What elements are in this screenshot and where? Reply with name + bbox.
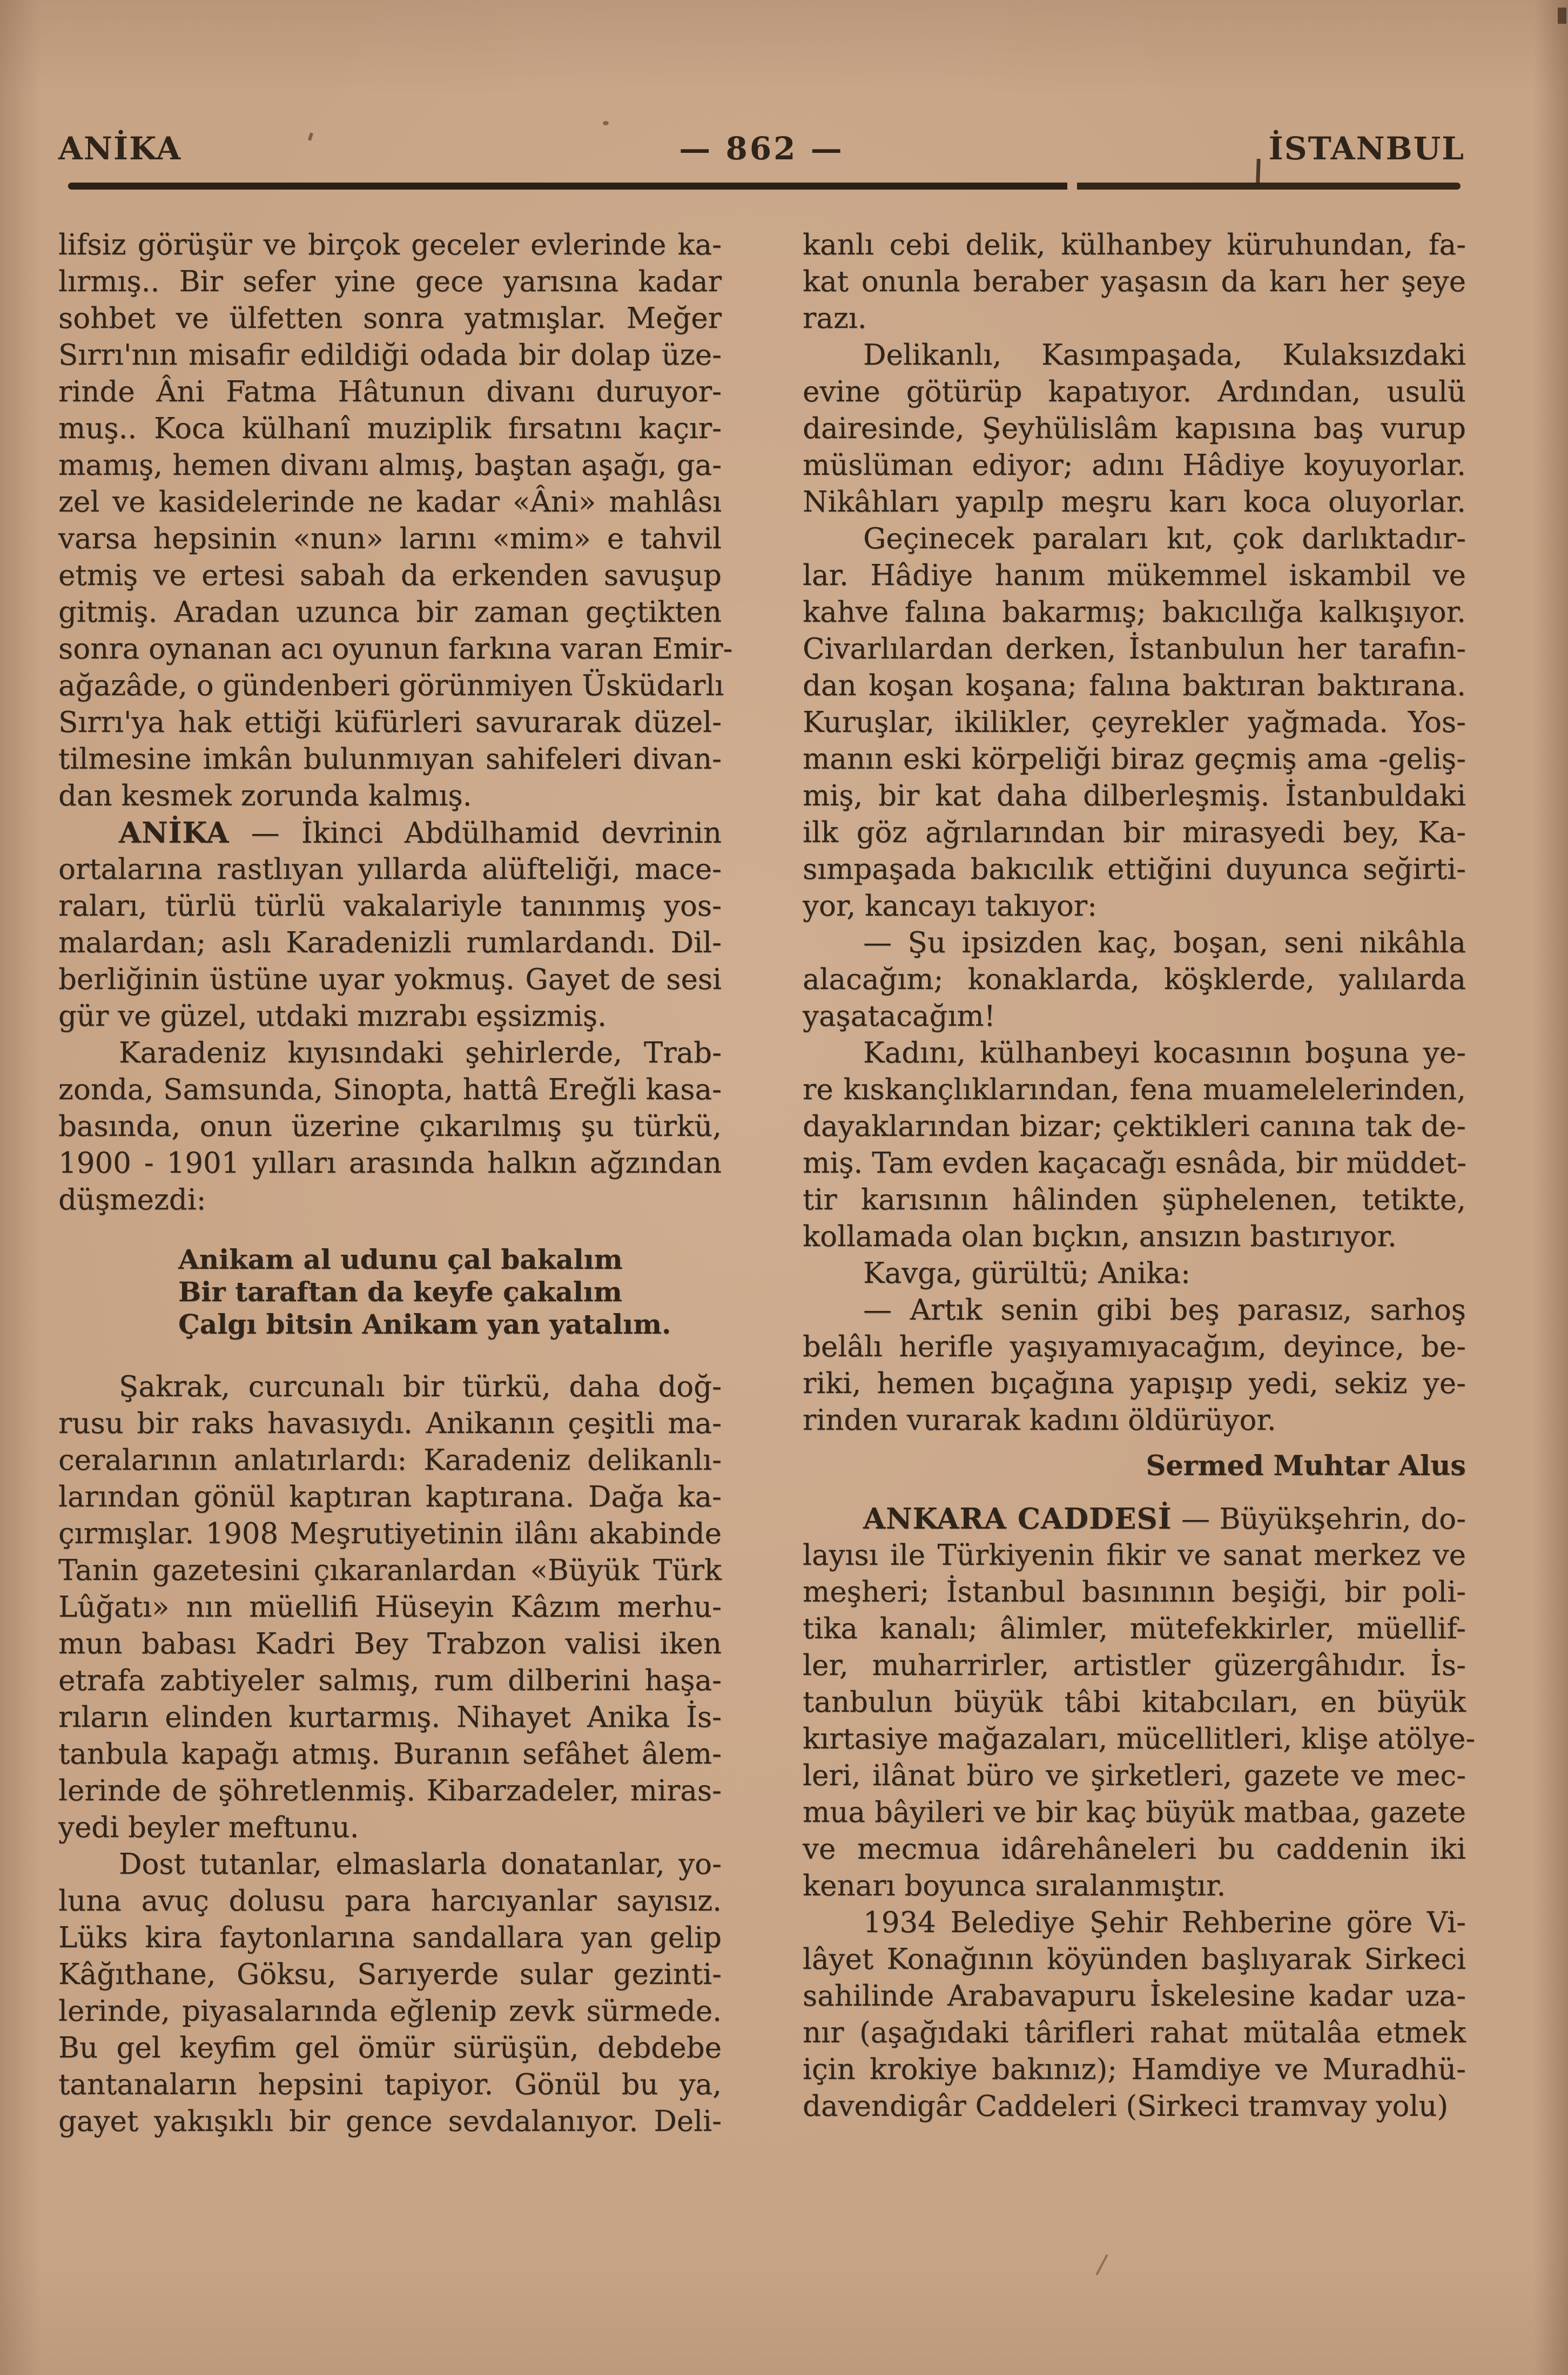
- text-line: kat onunla beraber yaşasın da karı her şeye: [803, 265, 1466, 298]
- text-line: Sırrı'ya hak ettiği küfürleri savurarak düzel-: [58, 706, 722, 739]
- entry-headword: ANKARA CADDESİ: [863, 1502, 1172, 1536]
- text-line: leri, ilânat büro ve şirketleri, gazete ve mec-: [803, 1759, 1466, 1792]
- text-line: rinde Âni Fatma Hâtunun divanı duruyor-: [58, 375, 722, 408]
- text-line: etrafa zabtiyeler salmış, rum dilberini haşa-: [58, 1664, 722, 1697]
- text-line: Şakrak, curcunalı bir türkü, daha doğ-: [119, 1370, 722, 1403]
- text-line: mua bâyileri ve bir kaç büyük matbaa, gazete: [803, 1796, 1466, 1829]
- verse-line: Anikam al udunu çal bakalım: [178, 1243, 623, 1275]
- text-line: razı.: [803, 302, 867, 335]
- text-line: Kadını, külhanbeyi kocasının boşuna ye-: [863, 1037, 1466, 1069]
- text-line: kırtasiye mağazaları, mücellitleri, klişe atölye-: [803, 1723, 1476, 1755]
- running-head-entry: ANİKA: [58, 130, 182, 167]
- scan-artifact: [603, 121, 609, 125]
- text-line: larından gönül kaptıran kaptırana. Dağa ka-: [58, 1481, 722, 1513]
- author-signature: Sermed Muhtar Alus: [1146, 1450, 1466, 1482]
- text-line: alacağım; konaklarda, köşklerde, yalılarda: [803, 963, 1466, 996]
- text-line: Kavga, gürültü; Anika:: [863, 1257, 1190, 1290]
- text-line: berliğinin üstüne uyar yokmuş. Gayet de sesi: [58, 963, 722, 996]
- text-line: riki, hemen bıçağına yapışıp yedi, sekiz ye-: [803, 1367, 1466, 1400]
- text-line: lar. Hâdiye hanım mükemmel iskambil ve: [803, 559, 1466, 592]
- text-line: mamış, hemen divanı almış, baştan aşağı, ga-: [58, 449, 722, 482]
- text-line: ceralarının anlatırlardı: Karadeniz delikanlı-: [58, 1444, 722, 1477]
- text-column-left: [58, 227, 733, 2140]
- text-line: Bu gel keyfim gel ömür sürüşün, debdebe: [58, 2031, 722, 2064]
- text-line: basında, onun üzerine çıkarılmış şu türkü,: [58, 1110, 722, 1143]
- text-line: için krokiye bakınız); Hamdiye ve Muradhü-: [803, 2053, 1466, 2086]
- text-line: etmiş ve ertesi sabah da erkenden savuşup: [58, 559, 722, 592]
- text-line: ANKARA CADDESİ — Büyükşehrin, do-: [863, 1502, 1466, 1536]
- text-line: rusu bir raks havasıydı. Anikanın çeşitli ma-: [58, 1407, 722, 1440]
- text-line: Kâğıthane, Göksu, Sarıyerde sular gezinti-: [58, 1958, 722, 1991]
- text-line: dan koşan koşana; falına baktıran baktırana.: [803, 669, 1466, 702]
- text-line: ler, muharrirler, artistler güzergâhıdır. İs-: [803, 1649, 1466, 1682]
- text-line: — Şu ipsizden kaç, boşan, seni nikâhla: [863, 926, 1466, 959]
- text-line: ağazâde, o gündenberi görünmiyen Üsküdarlı: [58, 669, 724, 702]
- text-line: nır (aşağıdaki târifleri rahat mütalâa etmek: [803, 2016, 1466, 2049]
- scan-artifact: [1558, 8, 1566, 24]
- text-line: miş, bir kat daha dilberleşmiş. İstanbuldaki: [803, 779, 1466, 812]
- text-line: raları, türlü türlü vakalariyle tanınmış yos-: [58, 890, 722, 923]
- text-line: lerinde de şöhretlenmiş. Kibarzadeler, miras-: [58, 1774, 722, 1807]
- text-line: Civarlılardan derken, İstanbulun her tarafın-: [803, 633, 1466, 665]
- text-line: tir karısının hâlinden şüphelenen, tetikte,: [803, 1183, 1466, 1216]
- text-line: sahilinde Arabavapuru İskelesine kadar uza-: [803, 1980, 1466, 2013]
- verse-line: Çalgı bitsin Anikam yan yatalım.: [178, 1308, 671, 1340]
- text-line: sımpaşada bakıcılık ettiğini duyunca seğirti-: [803, 853, 1466, 886]
- text-line: dayaklarından bizar; çektikleri canına tak de-: [803, 1110, 1466, 1143]
- text-line: zonda, Samsunda, Sinopta, hattâ Ereğli kasa-: [58, 1073, 722, 1106]
- text-line: muş.. Koca külhanî muziplik fırsatını kaçır-: [58, 412, 722, 445]
- verse-line: Bir taraftan da keyfe çakalım: [178, 1276, 622, 1308]
- text-line: malardan; aslı Karadenizli rumlardandı. Dil-: [58, 926, 722, 959]
- text-line: müslüman ediyor; adını Hâdiye koyuyorlar.: [803, 449, 1466, 482]
- text-line: gitmiş. Aradan uzunca bir zaman geçtikten: [58, 596, 722, 629]
- text-line: yedi beyler meftunu.: [58, 1811, 359, 1844]
- text-line: Dost tutanlar, elmaslarla donatanlar, yo-: [119, 1848, 722, 1881]
- text-line: — Artık senin gibi beş parasız, sarhoş: [863, 1294, 1466, 1327]
- running-header: [58, 130, 1465, 167]
- text-line: tanbulun büyük tâbi kitabcıları, en büyük: [803, 1686, 1466, 1719]
- text-line: gür ve güzel, utdaki mızrabı eşsizmiş.: [58, 1000, 607, 1033]
- text-line: rinden vurarak kadını öldürüyor.: [803, 1404, 1276, 1437]
- text-line: Geçinecek paraları kıt, çok darlıktadır-: [863, 522, 1466, 555]
- text-line: tika kanalı; âlimler, mütefekkirler, müellif-: [803, 1612, 1466, 1645]
- text-line: varsa hepsinin «nun» larını «mim» e tahvil: [58, 522, 722, 555]
- scan-artifact: [1256, 159, 1261, 184]
- text-line: Karadeniz kıyısındaki şehirlerde, Trab-: [119, 1037, 722, 1069]
- text-line: tilmesine imkân bulunmıyan sahifeleri divan-: [58, 743, 722, 776]
- text-line: zel ve kasidelerinde ne kadar «Âni» mahlâsı: [58, 486, 722, 519]
- text-line: manın eski körpeliği biraz geçmiş ama -geliş-: [803, 743, 1466, 776]
- text-line: lerinde, piyasalarında eğlenip zevk sürmede.: [58, 1995, 722, 2028]
- entry-headword: ANİKA: [119, 816, 230, 850]
- text-line: 1934 Belediye Şehir Rehberine göre Vi-: [863, 1906, 1466, 1939]
- text-line: çırmışlar. 1908 Meşrutiyetinin ilânı akabinde: [58, 1517, 722, 1550]
- text-line: lifsiz görüşür ve birçok geceler evlerinde ka-: [58, 228, 722, 261]
- text-line: tanbula kapağı atmış. Buranın sefâhet âlem-: [58, 1738, 722, 1771]
- text-line: Lüks kira faytonlarına sandallara yan gelip: [58, 1921, 722, 1954]
- text-line: kahve falına bakarmış; bakıcılığa kalkışıyor.: [803, 596, 1466, 629]
- text-line: rıların elinden kurtarmış. Nihayet Anika İs-: [58, 1701, 722, 1734]
- text-line: ilk göz ağrılarından bir mirasyedi bey, Ka-: [803, 816, 1466, 849]
- text-line: sohbet ve ülfetten sonra yatmışlar. Meğer: [58, 302, 722, 335]
- text-line: lırmış.. Bir sefer yine gece yarısına kadar: [58, 265, 722, 298]
- text-line: yaşatacağım!: [803, 1000, 995, 1033]
- text-line: tantanaların hepsini tapiyor. Gönül bu ya,: [58, 2068, 722, 2101]
- text-line: layısı ile Türkiyenin fikir ve sanat merkez ve: [803, 1539, 1466, 1572]
- text-line: Tanin gazetesini çıkaranlardan «Büyük Türk: [58, 1554, 722, 1587]
- text-line: kanlı cebi delik, külhanbey küruhundan, fa-: [803, 228, 1466, 261]
- text-line: Lûğatı» nın müellifi Hüseyin Kâzım merhu-: [58, 1591, 722, 1624]
- text-line: Nikâhları yapılp meşru karı koca oluyorlar.: [803, 486, 1466, 519]
- text-line: kollamada olan bıçkın, ansızın bastırıyor.: [803, 1220, 1397, 1253]
- text-line: kenarı boyunca sıralanmıştır.: [803, 1869, 1226, 1902]
- scan-artifact: [1095, 2255, 1108, 2276]
- text-line: Kuruşlar, ikilikler, çeyrekler yağmada. Yos-: [803, 706, 1466, 739]
- text-line: luna avuç dolusu para harcıyanlar sayısız.: [58, 1885, 722, 1918]
- text-line: yor, kancayı takıyor:: [803, 890, 1097, 923]
- running-head-section: İSTANBUL: [1268, 130, 1465, 167]
- text-line: mun babası Kadri Bey Trabzon valisi iken: [58, 1627, 722, 1660]
- text-line: belâlı herifle yaşıyamıyacağım, deyince, be-: [803, 1330, 1466, 1363]
- text-line: gayet yakışıklı bir gence sevdalanıyor. Deli-: [58, 2105, 722, 2138]
- text-column-right: [803, 227, 1476, 2125]
- text-line: dan kesmek zorunda kalmış.: [58, 779, 472, 812]
- text-line: Sırrı'nın misafir edildiği odada bir dolap üze-: [58, 339, 722, 372]
- text-line: düşmezdi:: [58, 1183, 206, 1216]
- text-line: sonra oynanan acı oyunun farkına varan Emir-: [58, 633, 733, 665]
- text-line: davendigâr Caddeleri (Sirkeci tramvay yolu): [803, 2090, 1449, 2123]
- text-line: 1900 - 1901 yılları arasında halkın ağzından: [58, 1147, 722, 1180]
- text-line: ve mecmua idârehâneleri bu caddenin iki: [803, 1833, 1466, 1866]
- page-number: — 862 —: [679, 130, 844, 167]
- text-line: dairesinde, Şeyhülislâm kapısına baş vurup: [803, 412, 1466, 445]
- text-line: Delikanlı, Kasımpaşada, Kulaksızdaki: [863, 339, 1466, 372]
- text-line: ortalarına rastlıyan yıllarda alüfteliği, mace-: [58, 853, 722, 886]
- text-line: ANİKA — İkinci Abdülhamid devrinin: [119, 816, 722, 850]
- text-line: re kıskançlıklarından, fena muamelelerinden,: [803, 1073, 1466, 1106]
- text-line: lâyet Konağının köyünden başlıyarak Sirkeci: [803, 1943, 1466, 1976]
- text-line: evine götürüp kapatıyor. Ardından, usulü: [803, 375, 1466, 408]
- header-rule: [68, 183, 1461, 190]
- text-line: meşheri; İstanbul basınının beşiği, bir poli-: [803, 1576, 1466, 1609]
- text-line: miş. Tam evden kaçacağı esnâda, bir müddet-: [803, 1147, 1467, 1180]
